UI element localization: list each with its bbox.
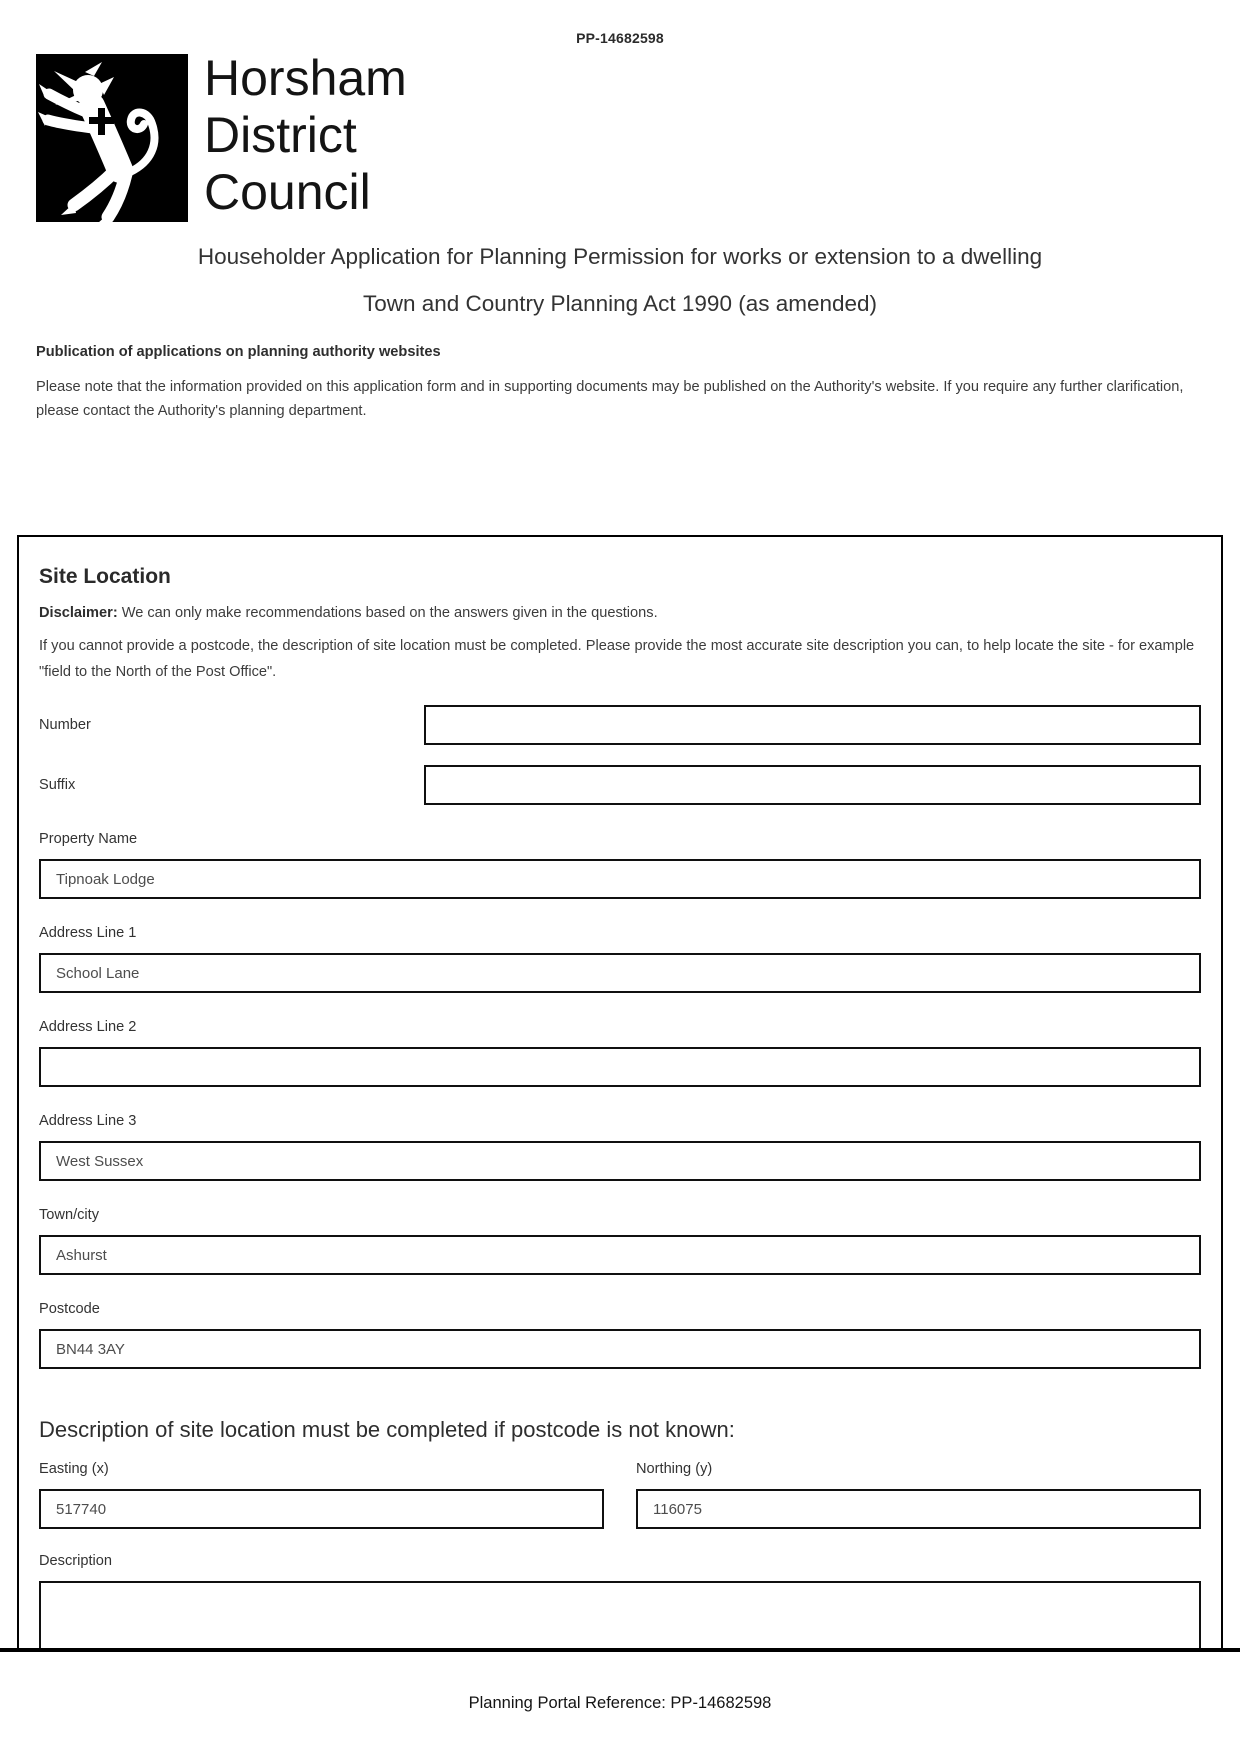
- application-reference: PP-14682598: [576, 30, 664, 46]
- disclaimer-label: Disclaimer:: [39, 605, 118, 621]
- suffix-label: Suffix: [39, 777, 76, 793]
- publication-note: Please note that the information provided on this application form and in supporting documents may be published on the Authority's website. If you require any further clarification, please contact the Authority's planning department.: [36, 379, 1184, 419]
- property-name-label: Property Name: [39, 831, 138, 847]
- town-city-input[interactable]: [39, 1235, 1201, 1275]
- council-logo: [36, 50, 1240, 222]
- disclaimer-body: We can only make recommendations based on the answers given in the questions.: [121, 605, 658, 621]
- suffix-input[interactable]: [424, 765, 1201, 805]
- description-label: Description: [39, 1553, 112, 1569]
- description-required-heading: Description of site location must be completed if postcode is not known:: [39, 1417, 735, 1442]
- postcode-note: If you cannot provide a postcode, the description of site location must be completed. Please provide the most accurate site description you can, to help locate the site - for example "field to the North of the Post Office".: [39, 638, 1195, 680]
- site-location-section: [17, 535, 1223, 1650]
- easting-label: Easting (x): [39, 1461, 109, 1477]
- council-name-line: District: [204, 107, 357, 163]
- address-line-2-label: Address Line 2: [39, 1019, 137, 1035]
- postcode-label: Postcode: [39, 1301, 100, 1317]
- description-textarea[interactable]: [39, 1581, 1201, 1650]
- council-name: [204, 50, 407, 221]
- council-name-line: Council: [204, 164, 371, 220]
- address-line-1-label: Address Line 1: [39, 925, 137, 941]
- property-name-input[interactable]: [39, 859, 1201, 899]
- address-line-2-group: [39, 1019, 1201, 1087]
- council-name-line: Horsham: [204, 50, 407, 106]
- postcode-input[interactable]: [39, 1329, 1201, 1369]
- town-city-label: Town/city: [39, 1207, 100, 1223]
- property-name-group: [39, 831, 1201, 899]
- address-line-1-group: [39, 925, 1201, 993]
- number-label: Number: [39, 717, 91, 733]
- town-city-group: [39, 1207, 1201, 1275]
- northing-label: Northing (y): [636, 1461, 713, 1477]
- easting-input[interactable]: [39, 1489, 604, 1529]
- address-line-2-input[interactable]: [39, 1047, 1201, 1087]
- address-line-3-input[interactable]: [39, 1141, 1201, 1181]
- coordinates-row: [39, 1461, 1201, 1529]
- disclaimer-text: [39, 605, 1201, 621]
- easting-group: [39, 1461, 604, 1529]
- postcode-group: [39, 1301, 1201, 1369]
- page-break-divider: [0, 1648, 1240, 1652]
- form-title: Householder Application for Planning Permission for works or extension to a dwelling: [197, 244, 1043, 269]
- council-crest-icon: [36, 54, 188, 222]
- number-input[interactable]: [424, 705, 1201, 745]
- northing-group: [636, 1461, 1201, 1529]
- suffix-row: [39, 765, 1201, 805]
- address-line-3-label: Address Line 3: [39, 1113, 137, 1129]
- northing-input[interactable]: [636, 1489, 1201, 1529]
- address-line-3-group: [39, 1113, 1201, 1181]
- footer-reference: Planning Portal Reference: PP-14682598: [468, 1694, 772, 1712]
- number-row: [39, 705, 1201, 745]
- publication-heading: Publication of applications on planning authority websites: [36, 344, 441, 360]
- site-location-heading: Site Location: [39, 565, 171, 588]
- address-line-1-input[interactable]: [39, 953, 1201, 993]
- form-subtitle: Town and Country Planning Act 1990 (as amended): [362, 291, 878, 316]
